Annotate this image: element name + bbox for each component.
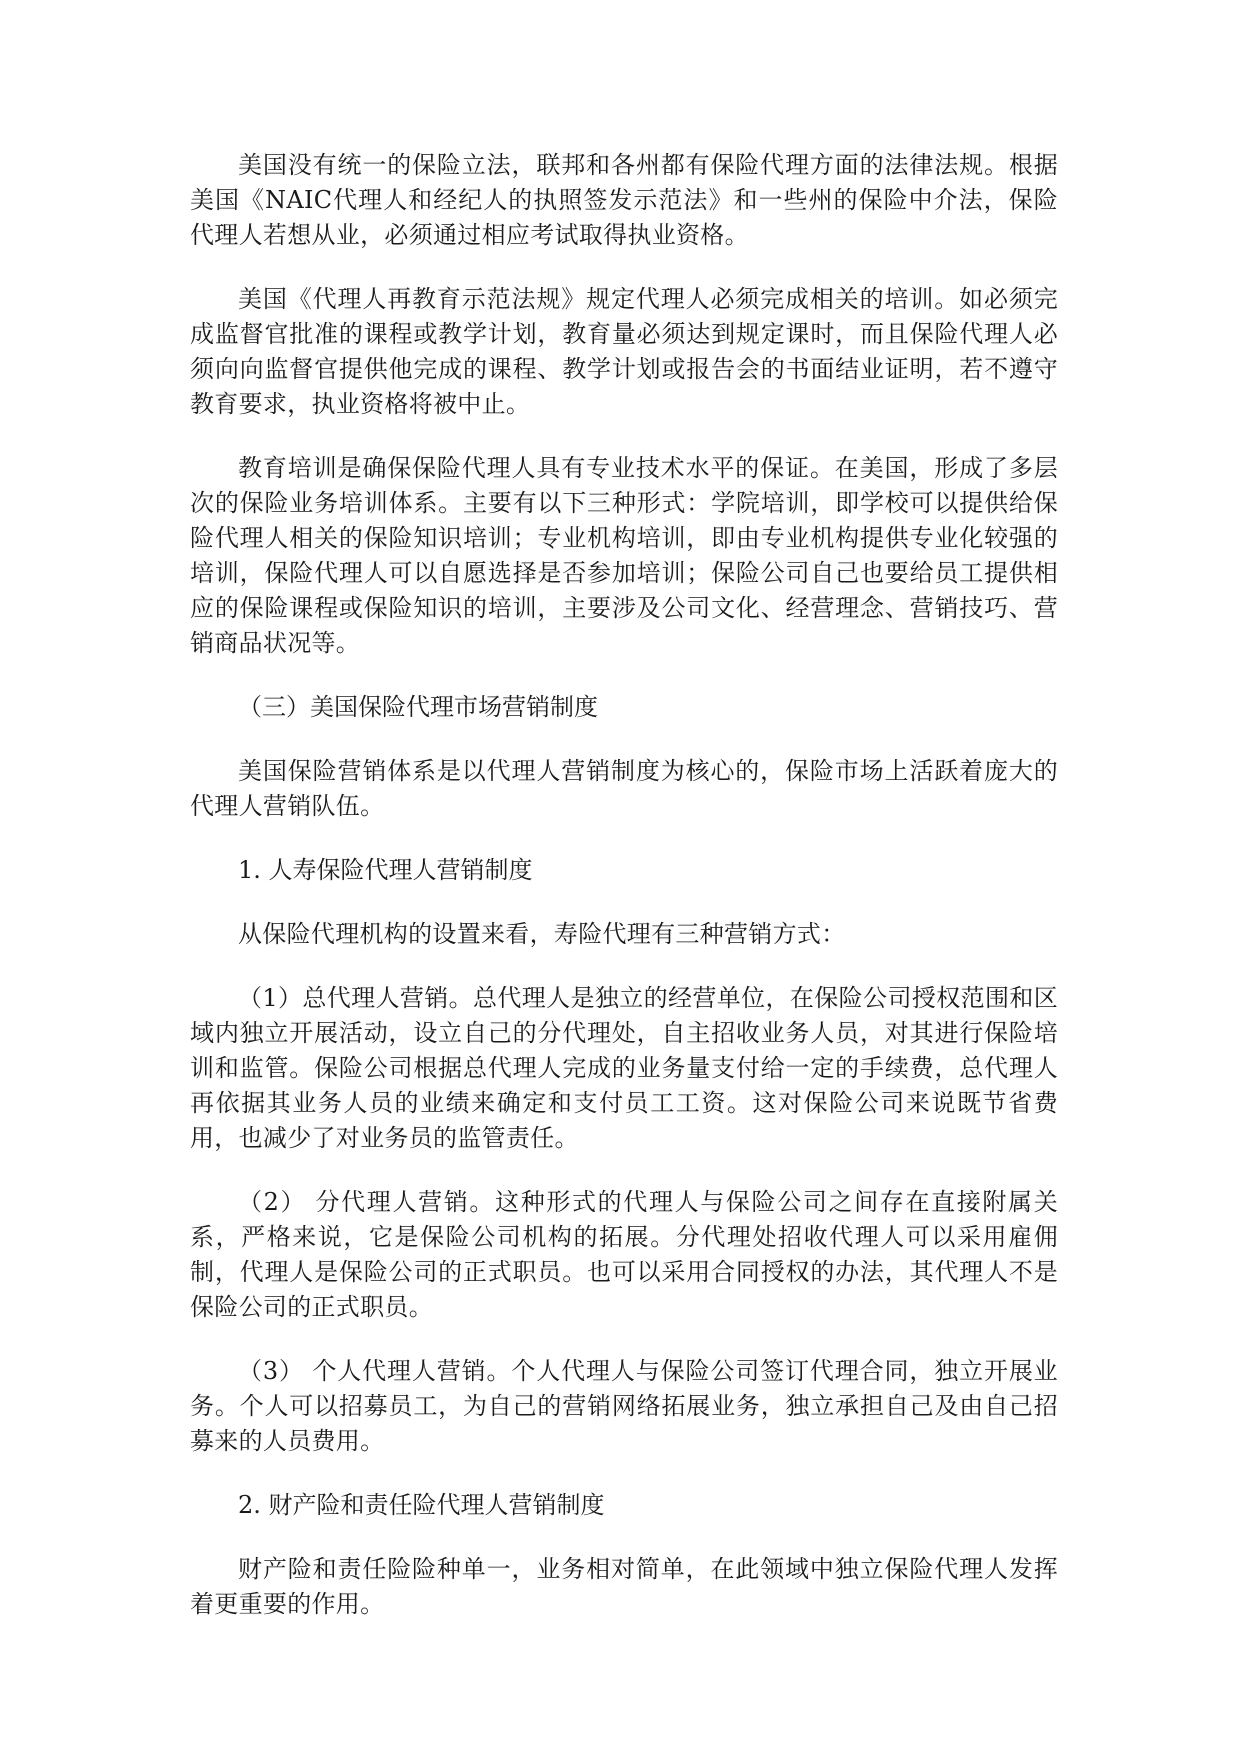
document-body [190, 148, 1058, 1651]
paragraph-individual-agent: （3） 个人代理人营销。个人代理人与保险公司签订代理合同，独立开展业务。个人可以招募员工，为自己的营销网络拓展业务，独立承担自己及由自己招募来的人员费用。 [190, 1357, 1058, 1455]
paragraph-general-agent: （1）总代理人营销。总代理人是独立的经营单位，在保险公司授权范围和区域内独立开展活动，设立自己的分代理处，自主招收业务人员，对其进行保险培训和监管。保险公司根据总代理人完成的业务量支付给一定的手续费，总代理人再依据其业务人员的业绩来确定和支付员工工资。这对保险公司来说既节省费用，也减少了对业务员的监管责任。 [190, 984, 1058, 1152]
paragraph-marketing-overview: 美国保险营销体系是以代理人营销制度为核心的，保险市场上活跃着庞大的代理人营销队伍。 [190, 757, 1058, 820]
paragraph-legislation: 美国没有统一的保险立法，联邦和各州都有保险代理方面的法律法规。根据美国《NAIC代理人和经纪人的执照签发示范法》和一些州的保险中介法，保险代理人若想从业，必须通过相应考试取得执业资格。 [190, 151, 1058, 249]
paragraph-training-system: 教育培训是确保保险代理人具有专业技术水平的保证。在美国，形成了多层次的保险业务培训体系。主要有以下三种形式：学院培训，即学校可以提供给保险代理人相关的保险知识培训；专业机构培训，即由专业机构提供专业化较强的培训，保险代理人可以自愿选择是否参加培训；保险公司自己也要给员工提供相应的保险课程或保险知识的培训，主要涉及公司文化、经营理念、营销技巧、营销商品状况等。 [190, 454, 1058, 657]
paragraph-property-liability: 财产险和责任险险种单一，业务相对简单，在此领域中独立保险代理人发挥着更重要的作用。 [190, 1555, 1058, 1618]
paragraph-three-methods: 从保险代理机构的设置来看，寿险代理有三种营销方式： [238, 920, 846, 948]
paragraph-continuing-education: 美国《代理人再教育示范法规》规定代理人必须完成相关的培训。如必须完成监督官批准的课程或教学计划，教育量必须达到规定课时，而且保险代理人必须向向监督官提供他完成的课程、教学计划或报告会的书面结业证明，若不遵守教育要求，执业资格将被中止。 [190, 285, 1058, 418]
subheading-life-insurance: 1. 人寿保险代理人营销制度 [238, 856, 533, 884]
paragraph-branch-agent: （2） 分代理人营销。这种形式的代理人与保险公司之间存在直接附属关系，严格来说，它是保险公司机构的拓展。分代理处招收代理人可以采用雇佣制，代理人是保险公司的正式职员。也可以采用合同授权的办法，其代理人不是保险公司的正式职员。 [190, 1188, 1058, 1321]
subheading-property-liability: 2. 财产险和责任险代理人营销制度 [238, 1491, 605, 1519]
section-heading-marketing-system: （三）美国保险代理市场营销制度 [238, 693, 598, 721]
